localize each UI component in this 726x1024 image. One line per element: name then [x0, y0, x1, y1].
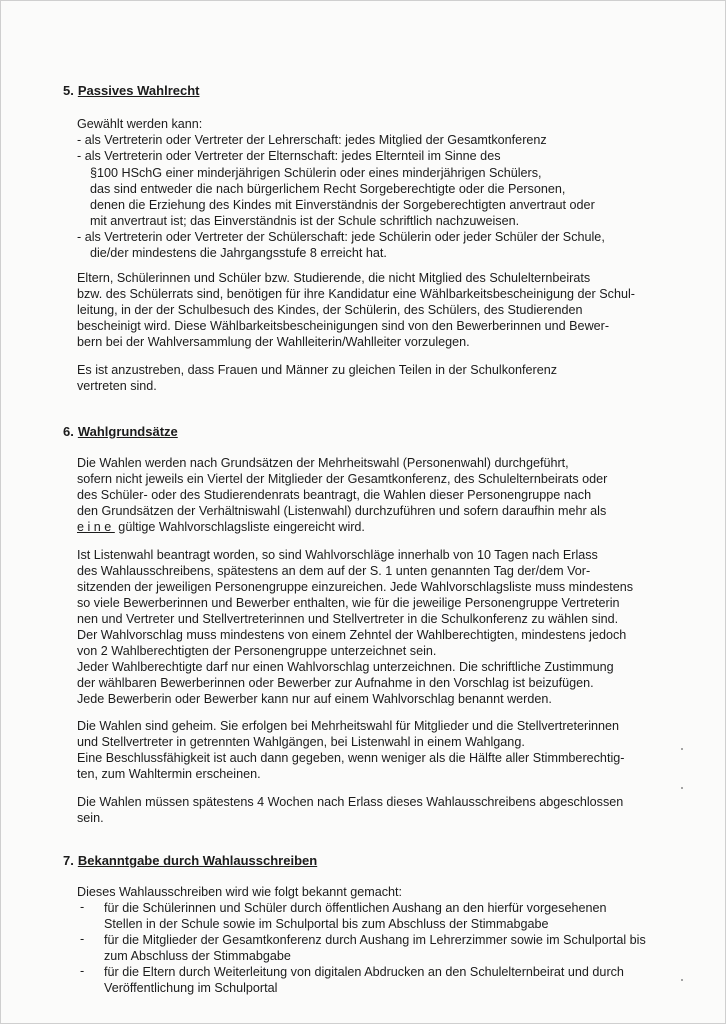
section-7-item-line: für die Mitglieder der Gesamtkonferenz durch Aushang im Lehrerzimmer sowie im Schulportal bis: [104, 933, 646, 947]
scan-speck: [681, 787, 683, 789]
section-6-number: 6.: [63, 424, 74, 439]
section-7-heading: [63, 853, 317, 868]
section-5-line: das sind entweder die nach bürgerlichem Recht Sorgeberechtigte oder die Personen,: [90, 182, 566, 196]
section-6-para3-line: Die Wahlen sind geheim. Sie erfolgen bei Mehrheitswahl für Mitglieder und die Stellvertreterinnen: [77, 719, 620, 733]
section-6-para2-line: nen und Vertreter und Stellvertreterinnen und Stellvertreter in die Schulkonferenz zu wählen sind.: [77, 612, 619, 626]
section-6-heading: [63, 424, 178, 439]
section-5-line: - als Vertreterin oder Vertreter der Lehrerschaft: jedes Mitglied der Gesamtkonferenz: [77, 133, 547, 147]
section-5-para2-line: leitung, in der der Schulbesuch des Kindes, der Schülerin, des Schülers, des Studierenden: [77, 303, 583, 317]
section-5-para3-line: Es ist anzustreben, dass Frauen und Männer zu gleichen Teilen in der Schulkonferenz: [77, 363, 558, 377]
section-6-para2-line: Ist Listenwahl beantragt worden, so sind Wahlvorschläge innerhalb von 10 Tagen nach Erlass: [77, 548, 598, 562]
section-7-item-line: für die Eltern durch Weiterleitung von digitalen Abdrucken an den Schulelternbeirat und durch: [104, 965, 624, 979]
section-6-para1-line: den Grundsätzen der Verhältniswahl (Listenwahl) durchzuführen und sofern daraufhin mehr als: [77, 504, 607, 518]
section-6-para1-line: sofern nicht jeweils ein Viertel der Mitglieder der Gesamtkonferenz, des Schulelternbeirats oder: [77, 472, 608, 486]
section-6-para2-line: Jeder Wahlberechtigte darf nur einen Wahlvorschlag unterzeichnen. Die schriftliche Zustimmung: [77, 660, 614, 674]
emphasis-eine: eine: [77, 520, 115, 534]
section-5-line: - als Vertreterin oder Vertreter der Elternschaft: jedes Elternteil im Sinne des: [77, 149, 501, 163]
scan-speck: [681, 748, 683, 750]
section-6-para2-line: Jede Bewerberin oder Bewerber kann nur auf einem Wahlvorschlag benannt werden.: [77, 692, 552, 706]
section-6-title: Wahlgrundsätze: [77, 424, 178, 439]
section-5-para2-line: bescheinigt wird. Diese Wählbarkeitsbescheinigungen sind von den Bewerberinnen und Bewer-: [77, 319, 610, 333]
bullet-dash: -: [80, 964, 85, 978]
section-7-number: 7.: [63, 853, 74, 868]
section-6-para1-last-line: [77, 519, 365, 535]
bullet-dash: -: [80, 932, 85, 946]
section-5-line: §100 HSchG einer minderjährigen Schülerin oder eines minderjährigen Schülers,: [90, 166, 542, 180]
section-7-intro: Dieses Wahlausschreiben wird wie folgt bekannt gemacht:: [77, 885, 403, 899]
section-7-item-line: Veröffentlichung im Schulportal: [104, 981, 278, 995]
section-6-para2-line: Der Wahlvorschlag muss mindestens von einem Zehntel der Wahlberechtigten, mindestens jedoch: [77, 628, 627, 642]
section-6-para1-line: Die Wahlen werden nach Grundsätzen der Mehrheitswahl (Personenwahl) durchgeführt,: [77, 456, 569, 470]
section-6-para3-line: und Stellvertreter in getrennten Wahlgängen, bei Listenwahl in einem Wahlgang.: [77, 735, 525, 749]
section-5-line: - als Vertreterin oder Vertreter der Schülerschaft: jede Schülerin oder jeder Schüler der Schule,: [77, 230, 605, 244]
section-7-item-line: zum Abschluss der Stimmabgabe: [104, 949, 291, 963]
section-6-para2-line: so viele Bewerberinnen und Bewerber enthalten, wie für die jeweilige Personengruppe Vertreterin: [77, 596, 620, 610]
section-6-para3-line: ten, zum Wahltermin erscheinen.: [77, 767, 261, 781]
section-6-para4-line: Die Wahlen müssen spätestens 4 Wochen nach Erlass dieses Wahlausschreibens abgeschlossen: [77, 795, 624, 809]
scan-speck: [681, 979, 683, 981]
section-6-para1-last-rest: gültige Wahlvorschlagsliste eingereicht wird.: [114, 520, 365, 534]
section-5-para2-line: bern bei der Wahlversammlung der Wahlleiterin/Wahlleiter vorzulegen.: [77, 335, 470, 349]
section-5-title: Passives Wahlrecht: [77, 83, 200, 98]
section-6-para4-line: sein.: [77, 811, 104, 825]
section-5-line: denen die Erziehung des Kindes mit Einverständnis der Sorgeberechtigten anvertraut oder: [90, 198, 595, 212]
section-5-heading: [63, 83, 199, 98]
section-6-para2-line: des Wahlausschreibens, spätestens an dem auf der S. 1 unten genannten Tag der/dem Vor-: [77, 564, 591, 578]
section-6-para1-line: des Schüler- oder des Studierendenrats beantragt, die Wahlen dieser Personengruppe nach: [77, 488, 592, 502]
section-5-line: die/der mindestens die Jahrgangsstufe 8 erreicht hat.: [90, 246, 387, 260]
section-7-item-line: Stellen in der Schule sowie im Schulportal bis zum Abschluss der Stimmabgabe: [104, 917, 549, 931]
section-7-item-line: für die Schülerinnen und Schüler durch öffentlichen Aushang an den hierfür vorgesehenen: [104, 901, 607, 915]
section-5-para2-line: bzw. des Schülerrats sind, benötigen für ihre Kandidatur eine Wählbarkeitsbescheinigung der Schul-: [77, 287, 635, 301]
section-5-para3-line: vertreten sind.: [77, 379, 157, 393]
section-5-number: 5.: [63, 83, 74, 98]
section-6-para2-line: von 2 Wahlberechtigten der Personengruppe unterzeichnet sein.: [77, 644, 437, 658]
section-6-para2-line: sitzenden der jeweiligen Personengruppe einzureichen. Jede Wahlvorschlagsliste muss mindestens: [77, 580, 634, 594]
section-7-title: Bekanntgabe durch Wahlausschreiben: [77, 853, 318, 868]
bullet-dash: -: [80, 900, 85, 914]
section-6-para3-line: Eine Beschlussfähigkeit ist auch dann gegeben, wenn weniger als die Hälfte aller Stimmberechtig-: [77, 751, 625, 765]
section-5-para2-line: Eltern, Schülerinnen und Schüler bzw. Studierende, die nicht Mitglied des Schulelternbeirats: [77, 271, 591, 285]
section-5-intro: Gewählt werden kann:: [77, 117, 203, 131]
section-6-para2-line: der wählbaren Bewerberinnen oder Bewerber zur Aufnahme in den Vorschlag ist beizufügen.: [77, 676, 594, 690]
section-5-line: mit anvertraut ist; das Einverständnis ist der Schule schriftlich nachzuweisen.: [90, 214, 520, 228]
